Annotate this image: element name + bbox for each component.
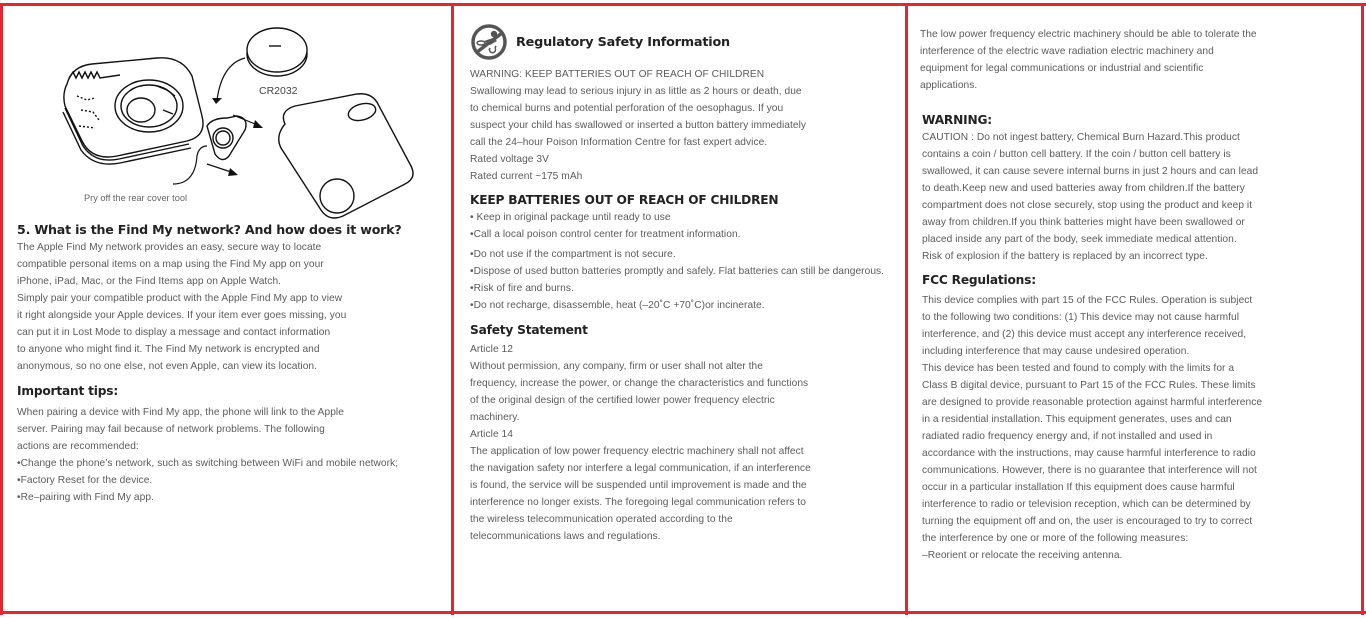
text-line: turning the equipment off and on, the user is encouraged to try to correct [922,516,1253,527]
panel-regulatory-safety [454,6,905,612]
text-line: interference, and (2) this device must accept any interference received, [922,329,1247,340]
text-line: Risk of explosion if the battery is replaced by an incorrect type. [922,251,1208,262]
device-open-body [63,58,203,164]
text-line: compartment does not close securely, stop using the product and keep it [922,200,1253,211]
safety-statement-text [470,341,889,545]
text-line: WARNING: KEEP BATTERIES OUT OF REACH OF CHILDREN [470,69,765,80]
caution-text [920,129,1348,265]
text-line: frequency, increase the power, or change the characteristics and functions [470,378,809,389]
safety-bullet: •Dispose of used button batteries promptly and safely. Flat batteries can still be dangerous. [470,266,885,277]
text-line: This device complies with part 15 of the FCC Rules. Operation is subject [922,295,1253,306]
tip-bullet: •Re–pairing with Find My app. [17,492,154,503]
text-line: telecommunications laws and regulations. [470,531,661,542]
text-line: suspect your child has swallowed or inserted a button battery immediately [470,120,807,131]
regulatory-title: Regulatory Safety Information [516,34,730,50]
panel-warning-fcc [908,6,1362,612]
text-line: CAUTION : Do not ingest battery, Chemical Burn Hazard.This product [922,132,1240,143]
safety-bullet: •Call a local poison control center for treatment information. [470,229,741,240]
regulatory-header [470,20,889,64]
text-line: in a residential installation. This equipment generates, uses and can [922,414,1232,425]
text-line: communications. However, there is no guarantee that interference will not [922,465,1257,476]
text-line: to anyone who might find it. The Find My network is encrypted and [17,344,320,355]
rear-cover-icon [279,94,413,218]
text-line: including interference that may cause undesired operation. [922,346,1190,357]
coin-battery-icon [247,28,307,76]
no-small-children-icon [470,23,508,61]
keep-batteries-list [470,209,889,314]
text-line: anonymous, so no one else, not even Apple, can view its location. [17,361,318,372]
text-line: the wireless telecommunication operated according to the [470,514,733,525]
text-line: compatible personal items on a map using the Find My app on your [17,259,324,270]
battery-model-label: CR2032 [259,85,298,97]
text-line: accordance with the instructions, may cause harmful interference to radio [922,448,1256,459]
text-line: to the following two conditions: (1) This device may not cause harmful [922,312,1240,323]
tips-description [17,404,437,506]
pry-tool-icon [207,116,246,160]
article-label: Article 14 [470,429,513,440]
pointer-arrow-icon [173,146,207,184]
tolerance-text [920,26,1348,94]
text-line: to death.Keep new and used batteries away from children.If the battery [922,183,1245,194]
battery-warning [470,66,889,185]
text-line: –Reorient or relocate the receiving antenna. [922,550,1123,561]
text-line: interference no longer exists. The foregoing legal communication refers to [470,497,806,508]
text-line: contains a coin / button cell battery. If the coin / button cell battery is [922,149,1231,160]
text-line: it right alongside your Apple devices. If your item ever goes missing, you [17,310,347,321]
fcc-regulations-title: FCC Regulations: [922,273,1036,287]
text-line: applications. [920,80,978,91]
text-line: actions are recommended: [17,441,139,452]
warning-title: WARNING: [922,113,992,127]
text-line: away from children.If you think batteries might have been swallowed or [922,217,1245,228]
text-line: radiated radio frequency energy and, if not installed and used in [922,431,1213,442]
article-label: Article 12 [470,344,513,355]
text-line: interference of the electric wave radiation electric machinery and [920,46,1214,57]
text-line: Simply pair your compatible product with the Apple Find My app to view [17,293,343,304]
text-line: When pairing a device with Find My app, the phone will link to the Apple [17,407,344,418]
safety-statement-title: Safety Statement [470,323,588,337]
safety-bullet: • Keep in original package until ready to use [470,212,671,223]
text-line: is found, the service will be suspended until improvement is made and the [470,480,807,491]
text-line: the navigation safety nor interfere a legal communication, if an interference [470,463,811,474]
tip-bullet: •Factory Reset for the device. [17,475,153,486]
safety-bullet: •Do not use if the compartment is not secure. [470,249,676,260]
rated-current: Rated current ~175 mAh [470,171,583,182]
find-my-description [17,239,437,375]
panel-find-my [3,6,451,612]
arrow-head-icon [212,98,222,104]
section-title-find-my: 5. What is the Find My network? And how does it work? [17,222,402,237]
arrow-icon [217,58,245,100]
safety-bullet: •Risk of fire and burns. [470,283,574,294]
text-line: The low power frequency electric machinery should be able to tolerate the [920,29,1257,40]
text-line: Without permission, any company, firm or user shall not alter the [470,361,763,372]
tool-caption: Pry off the rear cover tool [84,193,187,203]
text-line: interference to radio or television reception, which can be determined by [922,499,1251,510]
text-line: to chemical burns and potential perforation of the oesophagus. If you [470,103,784,114]
rated-voltage: Rated voltage 3V [470,154,549,165]
text-line: occur in a particular installation If this equipment does cause harmful [922,482,1235,493]
section-title-important-tips: Important tips: [17,384,118,398]
text-line: of the original design of the certified lower power frequency electric [470,395,775,406]
battery-replacement-illustration [17,6,437,222]
text-line: machinery. [470,412,520,423]
text-line: The application of low power frequency electric machinery shall not affect [470,446,804,457]
tip-bullet: •Change the phone’s network, such as switching between WiFi and mobile network; [17,458,399,469]
text-line: placed inside any part of the body, seek immediate medical attention. [922,234,1237,245]
text-line: iPhone, iPad, Mac, or the Find Items app on Apple Watch. [17,276,282,287]
text-line: This device has been tested and found to comply with the limits for a [922,363,1235,374]
text-line: are designed to provide reasonable protection against harmful interference [922,397,1263,408]
text-line: Class B digital device, pursuant to Part 15 of the FCC Rules. These limits [922,380,1256,391]
text-line: equipment for legal communications or industrial and scientific [920,63,1204,74]
text-line: The Apple Find My network provides an easy, secure way to locate [17,242,322,253]
keep-batteries-title: KEEP BATTERIES OUT OF REACH OF CHILDREN [470,193,779,207]
text-line: the interference by one or more of the following measures: [922,533,1189,544]
text-line: server. Pairing may fail because of network problems. The following [17,424,325,435]
fcc-text [920,292,1348,564]
device-diagram [17,6,437,222]
text-line: Swallowing may lead to serious injury in as little as 2 hours or death, due [470,86,802,97]
safety-bullet: •Do not recharge, disassemble, heat (–20˚C +70˚C)or incinerate. [470,300,765,311]
text-line: can put it in Lost Mode to display a message and contact information [17,327,331,338]
text-line: swallowed, it can cause severe internal burns in just 2 hours and can lead [922,166,1259,177]
text-line: call the 24–hour Poison Information Centre for fast expert advice. [470,137,768,148]
